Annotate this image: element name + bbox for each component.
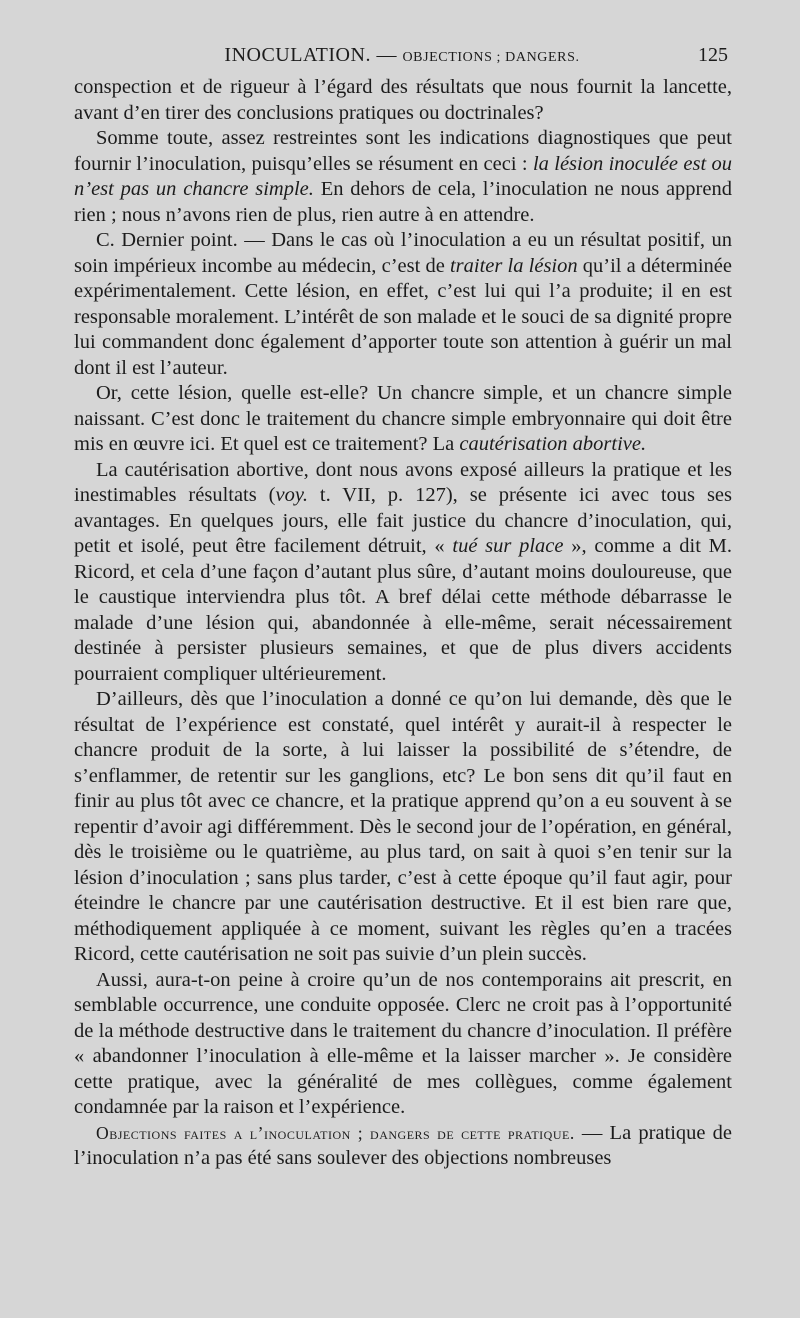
- paragraph-p3-segment: qu’il a déterminée expérimentalement. Cette lésion, en effet, c’est lui qui l’a produite; il en est responsable moralement. L’intérêt de son malade et le souci de sa dignité propre lui commandent donc également d’apporter toute son attention à guérir un mal dont il est l’auteur.: [74, 254, 732, 379]
- paragraph-p1: [74, 75, 732, 126]
- paragraph-p8: [74, 1121, 732, 1172]
- paragraph-p4-segment: Or, cette lésion, quelle est-elle? Un chancre simple, et un chancre simple naissant. C’est donc le traitement du chancre simple embryonnaire qui doit être mis en œuvre ici. Et quel est ce traitement? La: [74, 382, 732, 455]
- paragraph-p6-segment: D’ailleurs, dès que l’inoculation a donné ce qu’on lui demande, dès que le résultat de l’expérience est constaté, quel intérêt y aurait-il à respecter le chancre produit de la sorte, à lui laisser la possibilité de s’étendre, de s’enflammer, de retentir sur les ganglions, etc? Le bon sens dit qu’il faut en finir au plus tôt avec ce chancre, et la pratique apprend qu’on a eu souvent à se repentir d’avoir agi différemment. Dès le second jour de l’opération, en général, dès le troisième ou le quatrième, au plus tard, on sait à quoi s’en tenir sur la lésion d’inoculation ; sans plus tarder, c’est à cette époque qu’il faut agir, pour éteindre le chancre par une cautérisation destructive. Et il est bien rare que, méthodiquement appliquée à ce moment, suivant les règles qu’en a tracées Ricord, cette cautérisation ne soit pas suivie d’un plein succès.: [74, 688, 732, 965]
- paragraph-p6: [74, 687, 732, 968]
- running-title-sub: OBJECTIONS ; DANGERS.: [402, 50, 580, 65]
- paragraph-p2: [74, 126, 732, 228]
- page-header: [74, 44, 730, 72]
- body-text: [74, 75, 732, 1172]
- paragraph-p5-segment: », comme a dit M. Ricord, et cela d’une façon d’autant plus sûre, d’autant moins douloureuse, que le caustique interviendra plus tôt. A bref délai cette méthode débarrasse le malade d’une lésion qui, abandonnée à elle-même, serait nécessairement destinée à persister plusieurs semaines, et que de plus divers accidents pourraient compliquer ultérieurement.: [74, 535, 732, 685]
- running-title-main: INOCULATION. —: [224, 44, 397, 66]
- paragraph-p7-segment: Aussi, aura-t-on peine à croire qu’un de nos contemporains ait prescrit, en semblable occurrence, une conduite opposée. Clerc ne croit pas à l’opportunité de la méthode destructive dans le traitement du chancre d’inoculation. Il préfère « abandonner l’inoculation à elle-même et la laisser marcher ». Je considère cette pratique, avec la généralité de mes collègues, comme également condamnée par la raison et l’expérience.: [74, 968, 732, 1118]
- paragraph-p3-segment: C. Dernier point. — Dans le cas où l’inoculation a eu un résultat positif, un soin impérieux incombe au médecin, c’est de: [74, 229, 732, 277]
- paragraph-p3-segment: traiter la lésion: [449, 254, 578, 277]
- paragraph-p5-segment: voy.: [275, 484, 308, 506]
- paragraph-p4-segment: cautérisation abortive.: [459, 433, 647, 455]
- paragraph-p5-segment: La cautérisation abortive, dont nous avons exposé ailleurs la pratique et les inestimables résultats (: [74, 458, 732, 506]
- paragraph-p8-segment: — La pratique de l’inoculation n’a pas été sans soulever des objections nombreuses: [74, 1121, 732, 1169]
- paragraph-p8-segment: Objections faites a l’inoculation ; dangers de cette pratique.: [96, 1122, 575, 1143]
- paragraph-p7: [74, 968, 732, 1121]
- paragraph-p2-segment: Somme toute, assez restreintes sont les indications diagnostiques que peut fournir l’inoculation, puisqu’elles se résument en ceci :: [74, 127, 732, 175]
- paragraph-p5-segment: tué sur place: [452, 535, 564, 557]
- paragraph-p4: [74, 381, 732, 458]
- page-number: 125: [698, 44, 728, 66]
- paragraph-p5: [74, 458, 732, 688]
- paragraph-p2-segment: la lésion inoculée est ou n’est pas un chancre simple.: [74, 152, 732, 200]
- paragraph-p3: [74, 228, 732, 381]
- paragraph-p2-segment: En dehors de cela, l’inoculation ne nous apprend rien ; nous n’avons rien de plus, rien autre à en attendre.: [74, 178, 732, 226]
- paragraph-p5-segment: t. VII, p. 127), se présente ici avec tous ses avantages. En quelques jours, elle fait justice du chancre d’inoculation, qui, petit et isolé, peut être facilement détruit, «: [74, 484, 733, 557]
- paragraph-p1-segment: conspection et de rigueur à l’égard des résultats que nous fournit la lancette, avant d’en tirer des conclusions pratiques ou doctrinales?: [74, 76, 732, 124]
- running-title: [74, 44, 730, 67]
